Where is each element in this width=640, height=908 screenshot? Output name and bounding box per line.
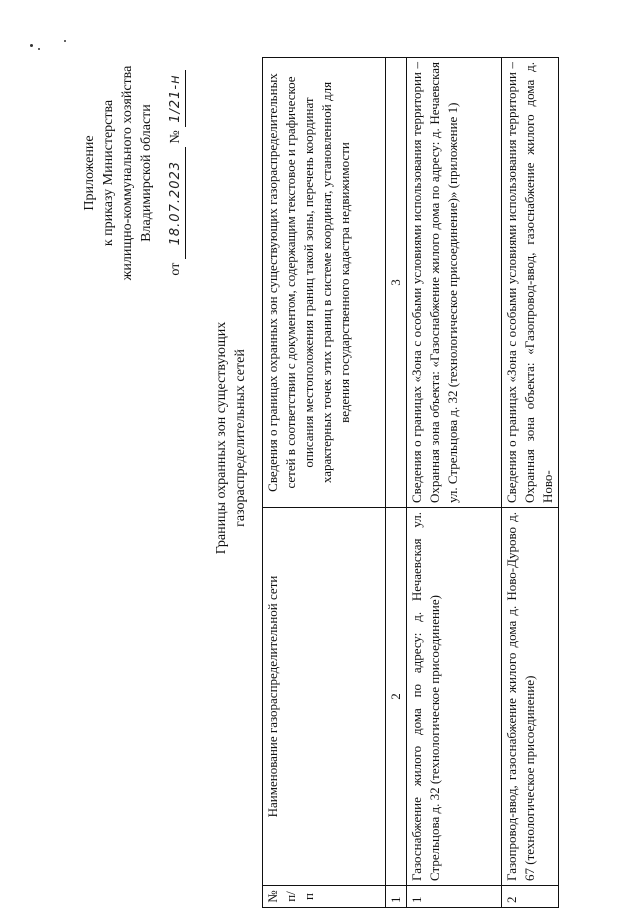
row-2-num: 2 [502,886,559,908]
handwritten-number: 1/21-н [166,70,186,126]
row-2-name: Газопровод-ввод, газоснабжение жилого дома д. Ново-Дурово д. 67 (технологическое присоединение) [502,508,559,886]
table-row [502,58,559,908]
appendix-date-line [166,43,186,303]
row-2-info-cell [502,58,559,508]
row-2-info: Сведения о границах «Зона с особыми условиями использования территории – Охранная зона объекта: «Газопровод-ввод, газоснабжение жилого дома д. Ново- [504,62,555,503]
column-number-1: 1 [386,886,407,908]
table-header-row [263,58,386,908]
from-label: от [168,262,183,276]
header-num: № п/п [263,886,386,908]
table-row [407,58,502,908]
appendix-line-1: к приказу Министерства [101,99,116,247]
handwritten-date: 18.07.2023 [166,147,186,259]
number-label: № [168,130,183,144]
row-1-num: 1 [407,886,502,908]
zones-table [262,57,559,908]
appendix-line-2: жилищно-коммунального хозяйства [120,65,135,281]
appendix-block [80,43,186,303]
header-info: Сведения о границах охранных зон существующих газораспределительных сетей в соответствии с документом, содержащим текстовое и графическое описания местоположения границ такой зоны, перечень координат характерных точек этих границ в системе координат, установленной для ведения государственного кадастра недвижимости [263,58,386,508]
column-number-3: 3 [386,58,407,508]
appendix-line-3: Владимирской области [139,104,154,242]
row-1-name: Газоснабжение жилого дома по адресу: д. Нечаевская ул. Стрельцова д. 32 (технологическое присоединение) [407,508,502,886]
row-1-info: Сведения о границах «Зона с особыми условиями использования территории – Охранная зона объекта: «Газоснабжение жилого дома по адресу: д. Нечаевская ул. Стрельцова д. 32 (технологическое присоединение)» (приложение 1) [407,58,502,508]
appendix-title: Приложение [82,135,97,211]
column-number-2: 2 [386,508,407,886]
title-line-1: Границы охранных зон существующих [214,321,229,555]
column-number-row [386,58,407,908]
document-title [212,238,250,638]
header-name: Наименование газораспределительной сети [263,508,386,886]
title-line-2: газораспределительных сетей [233,349,248,527]
